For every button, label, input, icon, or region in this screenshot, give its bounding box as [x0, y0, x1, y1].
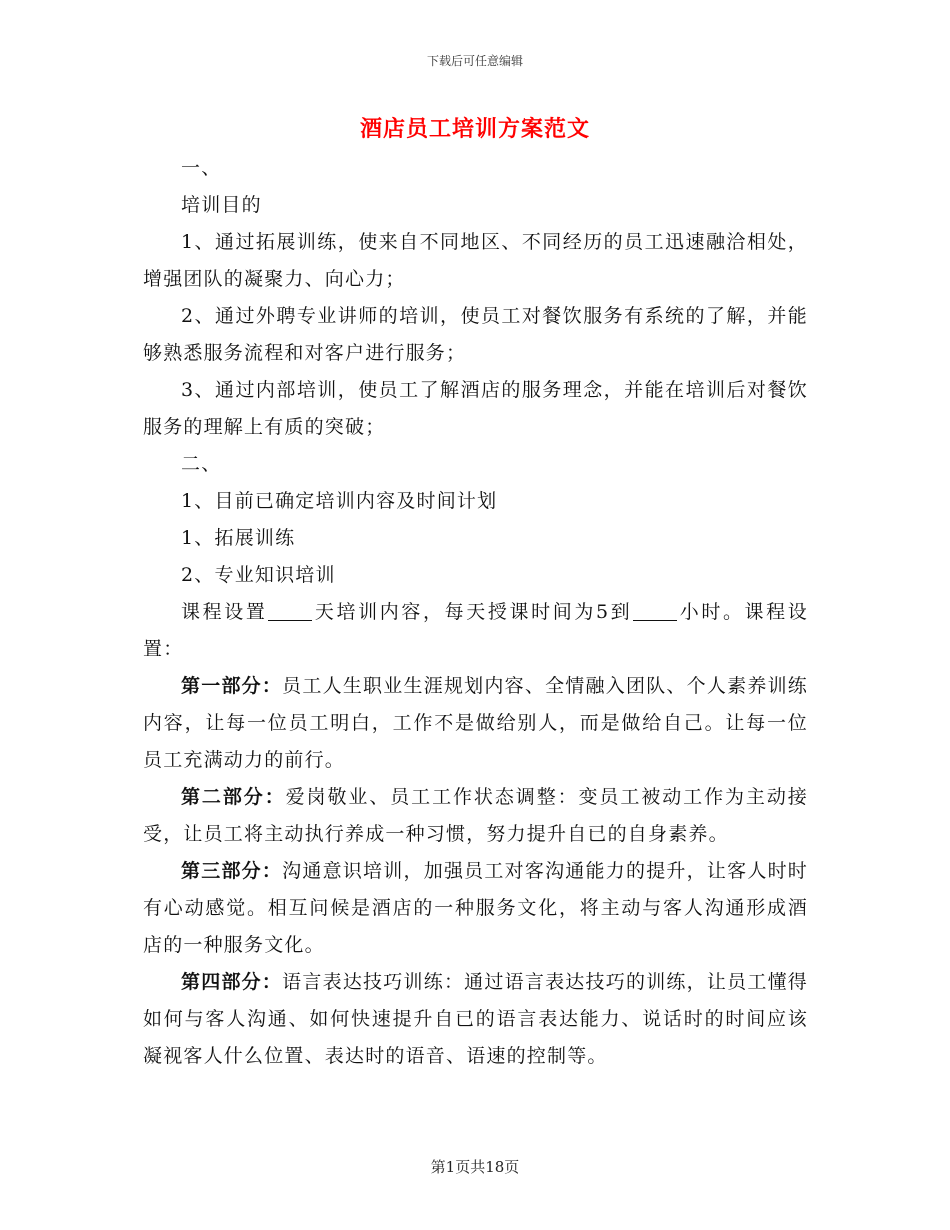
part-two-text: 爱岗敬业、员工工作状态调整：变员工被动工作为主动接受，让员工将主动执行养成一种习惯，努力提升自已的自身素养。 — [143, 786, 808, 845]
course-text-c: 小时。课程设置： — [143, 601, 808, 660]
part-three-paragraph — [143, 853, 808, 964]
document-title: 酒店员工培训方案范文 — [359, 116, 590, 142]
course-setting-paragraph — [143, 594, 808, 668]
page-number-footer: 第1页共18页 — [430, 1158, 520, 1176]
part-four-lead: 第四部分： — [181, 971, 283, 993]
part-one-text: 员工人生职业生涯规划内容、全情融入团队、个人素养训练内容，让每一位员工明白，工作不是做给别人，而是做给自己。让每一位员工充满动力的前行。 — [143, 675, 808, 771]
goal-item-2: 2、通过外聘专业讲师的培训，使员工对餐饮服务有系统的了解，并能够熟悉服务流程和对客户进行服务； — [143, 305, 808, 364]
days-blank — [268, 600, 312, 621]
plan-line-2: 1、拓展训练 — [181, 527, 296, 549]
section-one-heading: 一、 — [181, 157, 222, 179]
page-header-note: 下载后可任意编辑 — [426, 54, 523, 68]
part-three-text: 沟通意识培训，加强员工对客沟通能力的提升，让客人时时有心动感觉。相互问候是酒店的一种服务文化，将主动与客人沟通形成酒店的一种服务文化。 — [143, 860, 808, 956]
course-text-b: 天培训内容，每天授课时间为5到 — [313, 601, 633, 623]
goal-item-3: 3、通过内部培训，使员工了解酒店的服务理念，并能在培训后对餐饮服务的理解上有质的突破； — [143, 379, 808, 438]
part-one-lead: 第一部分： — [181, 675, 283, 697]
document-body — [143, 150, 808, 1075]
part-four-paragraph — [143, 964, 808, 1075]
hours-blank — [633, 600, 677, 621]
part-one-paragraph — [143, 668, 808, 779]
plan-line-3: 2、专业知识培训 — [181, 564, 336, 586]
course-text-a: 课程设置 — [181, 601, 268, 623]
part-two-paragraph — [143, 779, 808, 853]
goal-item-1: 1、通过拓展训练，使来自不同地区、不同经历的员工迅速融洽相处，增强团队的凝聚力、向心力； — [143, 231, 808, 290]
section-one-title: 培训目的 — [181, 194, 262, 216]
section-two-heading: 二、 — [181, 453, 222, 475]
part-three-lead: 第三部分： — [181, 860, 283, 882]
plan-line-1: 1、目前已确定培训内容及时间计划 — [181, 490, 498, 512]
part-four-text: 语言表达技巧训练：通过语言表达技巧的训练，让员工懂得如何与客人沟通、如何快速提升自已的语言表达能力、说话时的时间应该凝视客人什么位置、表达时的语音、语速的控制等。 — [143, 971, 808, 1067]
part-two-lead: 第二部分： — [181, 786, 286, 808]
